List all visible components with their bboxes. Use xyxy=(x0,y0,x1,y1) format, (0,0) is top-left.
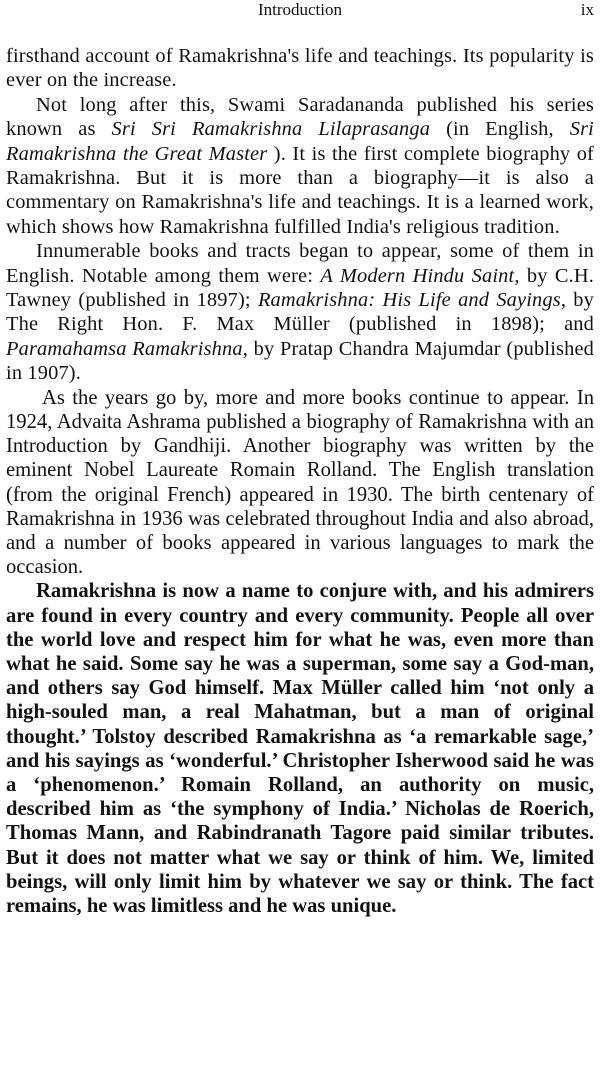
italic-title-text: A Modern Hindu Saint xyxy=(320,264,515,287)
paragraph-text: Innumerable books and tracts began to appear, some of them in English. Notable among them were: xyxy=(6,240,594,287)
paragraph-text: ). It is the first complete biography of Ramakrishna. But it is more than a biography—it is also a commentary on Ramakrishna's life and teachings. It is a learned work, which shows how Ramakrishna fulfilled India's religious tradition. xyxy=(6,142,594,238)
paragraph xyxy=(6,93,594,239)
paragraph-text: firsthand account of Ramakrishna's life and teachings. Its popularity is ever on the increase. xyxy=(6,45,594,92)
running-head xyxy=(0,0,600,22)
paragraph xyxy=(6,386,594,580)
paragraph xyxy=(6,239,594,385)
paragraph-text: , by Pratap Chandra Majumdar (published in 1907). xyxy=(6,337,594,385)
paragraph-text: Ramakrishna is now a name to conjure with, and his admirers are found in every country and every community. People all over the world love and respect him for what he was, even more than what he said. Some say he was a superman, some say a God-man, and others say God himself. Max Müller called him ‘not only a high-souled man, a real Mahatman, but a man of original thought.’ Tolstoy described Ramakrishna as ‘a remarkable sage,’ and his sayings as ‘wonderful.’ Christopher Isherwood said he was a ‘phenomenon.’ Romain Rolland, an authority on music, described him as ‘the symphony of India.’ Nicholas de Roerich, Thomas Mann, and Rabindranath Tagore paid similar tributes. But it does not matter what we say or think of him. We, limited beings, will only limit him by whatever we say or think. The fact remains, he was limitless and he was unique. xyxy=(6,580,594,917)
page-number: ix xyxy=(580,0,594,19)
paragraph-text: Not long after this, Swami Saradananda published his series known as xyxy=(6,93,594,141)
paragraph-text: (in English, xyxy=(430,118,570,141)
running-title: Introduction xyxy=(257,0,343,19)
paragraph-text: , by The Right Hon. F. Max Müller (published in 1898); and xyxy=(6,289,594,336)
paragraph-text: , by C.H. Tawney (published in 1897); xyxy=(6,264,594,312)
italic-title-text: Sri Ramakrishna the Great Master xyxy=(6,118,594,165)
body-text xyxy=(6,44,594,918)
italic-title-text: Ramakrishna: His Life and Sayings xyxy=(257,289,561,312)
italic-title-text: Sri Sri Ramakrishna Lilaprasanga xyxy=(111,118,431,141)
paragraph-text: As the years go by, more and more books continue to appear. In 1924, Advaita Ashrama published a biography of Ramakrishna with an Introduction by Gandhiji. Another biography was written by the eminent Nobel Laureate Romain Rolland. The English translation (from the original French) appeared in 1930. The birth centenary of Ramakrishna in 1936 was celebrated throughout India and also abroad, and a number of books appeared in various languages to mark the occasion. xyxy=(6,386,594,579)
italic-title-text: Paramahamsa Ramakrishna xyxy=(6,337,243,360)
paragraph xyxy=(6,44,594,93)
paragraph xyxy=(6,579,594,918)
